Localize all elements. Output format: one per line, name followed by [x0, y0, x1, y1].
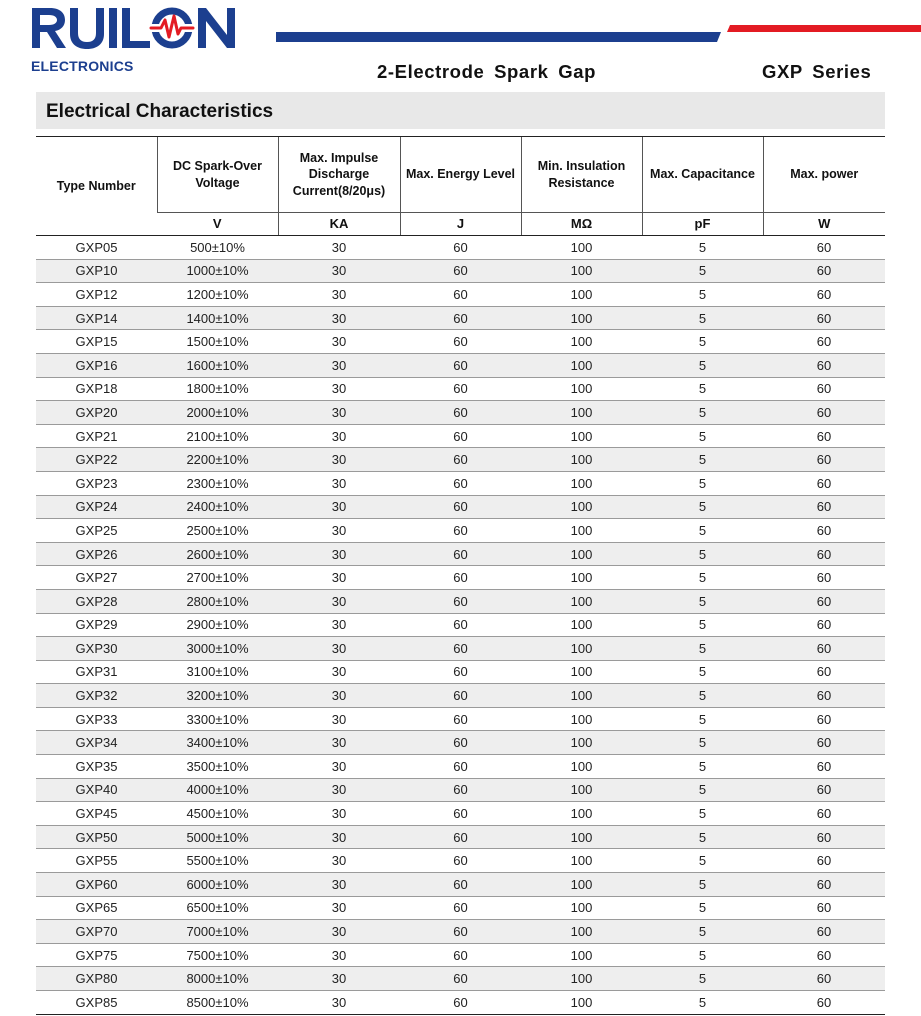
voltage-cell: 4500±10%	[157, 802, 278, 826]
energy-cell: 60	[400, 424, 521, 448]
capacitance-cell: 5	[642, 519, 763, 543]
capacitance-cell: 5	[642, 873, 763, 897]
type-number-cell: GXP20	[36, 401, 157, 425]
current-cell: 30	[278, 825, 400, 849]
power-cell: 60	[763, 825, 885, 849]
power-cell: 60	[763, 684, 885, 708]
energy-cell: 60	[400, 684, 521, 708]
capacitance-cell: 5	[642, 542, 763, 566]
table-row	[36, 943, 885, 967]
power-cell: 60	[763, 353, 885, 377]
energy-cell: 60	[400, 637, 521, 661]
voltage-cell: 3400±10%	[157, 731, 278, 755]
type-number-cell: GXP60	[36, 873, 157, 897]
section-header	[36, 92, 885, 129]
power-cell: 60	[763, 566, 885, 590]
voltage-cell: 8500±10%	[157, 991, 278, 1015]
type-number-cell: GXP70	[36, 920, 157, 944]
current-cell: 30	[278, 613, 400, 637]
current-cell: 30	[278, 637, 400, 661]
type-number-cell: GXP24	[36, 495, 157, 519]
type-number-cell: GXP29	[36, 613, 157, 637]
capacitance-cell: 5	[642, 849, 763, 873]
table-row	[36, 330, 885, 354]
resistance-cell: 100	[521, 943, 642, 967]
capacitance-cell: 5	[642, 660, 763, 684]
table-row	[36, 283, 885, 307]
resistance-cell: 100	[521, 377, 642, 401]
energy-cell: 60	[400, 519, 521, 543]
current-cell: 30	[278, 684, 400, 708]
resistance-cell: 100	[521, 401, 642, 425]
header-stripe	[276, 25, 921, 45]
table-row	[36, 731, 885, 755]
capacitance-cell: 5	[642, 802, 763, 826]
type-number-cell: GXP45	[36, 802, 157, 826]
voltage-cell: 5000±10%	[157, 825, 278, 849]
capacitance-cell: 5	[642, 778, 763, 802]
energy-cell: 60	[400, 943, 521, 967]
capacitance-cell: 5	[642, 424, 763, 448]
resistance-cell: 100	[521, 825, 642, 849]
table-row	[36, 873, 885, 897]
resistance-cell: 100	[521, 849, 642, 873]
capacitance-cell: 5	[642, 330, 763, 354]
voltage-cell: 2900±10%	[157, 613, 278, 637]
power-cell: 60	[763, 377, 885, 401]
energy-cell: 60	[400, 967, 521, 991]
table-header-row	[36, 137, 885, 213]
current-cell: 30	[278, 943, 400, 967]
series-title: GXP Series	[762, 61, 872, 82]
energy-cell: 60	[400, 283, 521, 307]
resistance-cell: 100	[521, 448, 642, 472]
type-number-cell: GXP75	[36, 943, 157, 967]
type-number-cell: GXP31	[36, 660, 157, 684]
capacitance-cell: 5	[642, 684, 763, 708]
type-number-cell: GXP22	[36, 448, 157, 472]
resistance-cell: 100	[521, 707, 642, 731]
column-unit-capacitance: pF	[642, 213, 763, 236]
capacitance-cell: 5	[642, 306, 763, 330]
energy-cell: 60	[400, 542, 521, 566]
current-cell: 30	[278, 849, 400, 873]
company-logo	[30, 6, 255, 74]
current-cell: 30	[278, 896, 400, 920]
capacitance-cell: 5	[642, 566, 763, 590]
voltage-cell: 3500±10%	[157, 755, 278, 779]
table-body	[36, 236, 885, 1015]
voltage-cell: 3000±10%	[157, 637, 278, 661]
type-number-cell: GXP18	[36, 377, 157, 401]
power-cell: 60	[763, 519, 885, 543]
current-cell: 30	[278, 519, 400, 543]
power-cell: 60	[763, 967, 885, 991]
resistance-cell: 100	[521, 778, 642, 802]
table-row	[36, 495, 885, 519]
resistance-cell: 100	[521, 542, 642, 566]
current-cell: 30	[278, 236, 400, 260]
current-cell: 30	[278, 471, 400, 495]
table-row	[36, 566, 885, 590]
type-number-cell: GXP32	[36, 684, 157, 708]
table-row	[36, 967, 885, 991]
current-cell: 30	[278, 991, 400, 1015]
type-number-cell: GXP65	[36, 896, 157, 920]
energy-cell: 60	[400, 589, 521, 613]
power-cell: 60	[763, 613, 885, 637]
energy-cell: 60	[400, 377, 521, 401]
power-cell: 60	[763, 849, 885, 873]
logo-subtitle: ELECTRONICS	[31, 58, 134, 74]
energy-cell: 60	[400, 802, 521, 826]
table-row	[36, 377, 885, 401]
energy-cell: 60	[400, 401, 521, 425]
voltage-cell: 1500±10%	[157, 330, 278, 354]
power-cell: 60	[763, 660, 885, 684]
column-header-power: Max. power	[763, 137, 885, 213]
power-cell: 60	[763, 896, 885, 920]
capacitance-cell: 5	[642, 755, 763, 779]
energy-cell: 60	[400, 306, 521, 330]
type-number-cell: GXP05	[36, 236, 157, 260]
section-title: Electrical Characteristics	[46, 101, 274, 122]
table-row	[36, 448, 885, 472]
table-row	[36, 424, 885, 448]
resistance-cell: 100	[521, 896, 642, 920]
current-cell: 30	[278, 448, 400, 472]
capacitance-cell: 5	[642, 259, 763, 283]
voltage-cell: 1600±10%	[157, 353, 278, 377]
voltage-cell: 8000±10%	[157, 967, 278, 991]
type-number-cell: GXP12	[36, 283, 157, 307]
current-cell: 30	[278, 424, 400, 448]
type-number-cell: GXP15	[36, 330, 157, 354]
column-header-capacitance: Max. Capacitance	[642, 137, 763, 213]
energy-cell: 60	[400, 920, 521, 944]
table-row	[36, 802, 885, 826]
voltage-cell: 2400±10%	[157, 495, 278, 519]
power-cell: 60	[763, 283, 885, 307]
resistance-cell: 100	[521, 566, 642, 590]
table-row	[36, 401, 885, 425]
type-number-cell: GXP50	[36, 825, 157, 849]
type-number-cell: GXP16	[36, 353, 157, 377]
resistance-cell: 100	[521, 755, 642, 779]
table-row	[36, 259, 885, 283]
table-row	[36, 707, 885, 731]
table-row	[36, 637, 885, 661]
power-cell: 60	[763, 920, 885, 944]
column-header-spark-over-voltage: DC Spark-Over Voltage	[157, 137, 278, 213]
resistance-cell: 100	[521, 259, 642, 283]
capacitance-cell: 5	[642, 471, 763, 495]
energy-cell: 60	[400, 849, 521, 873]
current-cell: 30	[278, 873, 400, 897]
power-cell: 60	[763, 306, 885, 330]
power-cell: 60	[763, 236, 885, 260]
energy-cell: 60	[400, 471, 521, 495]
resistance-cell: 100	[521, 283, 642, 307]
energy-cell: 60	[400, 731, 521, 755]
power-cell: 60	[763, 471, 885, 495]
resistance-cell: 100	[521, 519, 642, 543]
voltage-cell: 3200±10%	[157, 684, 278, 708]
type-number-cell: GXP85	[36, 991, 157, 1015]
table-row	[36, 991, 885, 1015]
resistance-cell: 100	[521, 613, 642, 637]
table-row	[36, 471, 885, 495]
type-number-cell: GXP55	[36, 849, 157, 873]
current-cell: 30	[278, 542, 400, 566]
voltage-cell: 2100±10%	[157, 424, 278, 448]
voltage-cell: 2800±10%	[157, 589, 278, 613]
energy-cell: 60	[400, 566, 521, 590]
resistance-cell: 100	[521, 637, 642, 661]
power-cell: 60	[763, 495, 885, 519]
type-number-cell: GXP30	[36, 637, 157, 661]
type-number-cell: GXP40	[36, 778, 157, 802]
capacitance-cell: 5	[642, 401, 763, 425]
capacitance-cell: 5	[642, 943, 763, 967]
capacitance-cell: 5	[642, 920, 763, 944]
energy-cell: 60	[400, 236, 521, 260]
type-number-cell: GXP21	[36, 424, 157, 448]
table-row	[36, 660, 885, 684]
column-unit-voltage: V	[157, 213, 278, 236]
power-cell: 60	[763, 802, 885, 826]
energy-cell: 60	[400, 991, 521, 1015]
resistance-cell: 100	[521, 873, 642, 897]
power-cell: 60	[763, 330, 885, 354]
capacitance-cell: 5	[642, 613, 763, 637]
energy-cell: 60	[400, 707, 521, 731]
table-row	[36, 236, 885, 260]
voltage-cell: 500±10%	[157, 236, 278, 260]
voltage-cell: 2200±10%	[157, 448, 278, 472]
table-row	[36, 825, 885, 849]
power-cell: 60	[763, 637, 885, 661]
table-row	[36, 755, 885, 779]
power-cell: 60	[763, 707, 885, 731]
voltage-cell: 7000±10%	[157, 920, 278, 944]
column-unit-energy: J	[400, 213, 521, 236]
resistance-cell: 100	[521, 424, 642, 448]
capacitance-cell: 5	[642, 236, 763, 260]
table-row	[36, 306, 885, 330]
current-cell: 30	[278, 707, 400, 731]
current-cell: 30	[278, 967, 400, 991]
table-row	[36, 778, 885, 802]
energy-cell: 60	[400, 660, 521, 684]
capacitance-cell: 5	[642, 825, 763, 849]
voltage-cell: 2300±10%	[157, 471, 278, 495]
resistance-cell: 100	[521, 471, 642, 495]
energy-cell: 60	[400, 896, 521, 920]
power-cell: 60	[763, 943, 885, 967]
capacitance-cell: 5	[642, 448, 763, 472]
column-unit-current: KA	[278, 213, 400, 236]
ruilon-wordmark-logo	[30, 6, 255, 50]
capacitance-cell: 5	[642, 495, 763, 519]
table-row	[36, 849, 885, 873]
current-cell: 30	[278, 401, 400, 425]
voltage-cell: 1200±10%	[157, 283, 278, 307]
power-cell: 60	[763, 778, 885, 802]
capacitance-cell: 5	[642, 896, 763, 920]
type-number-cell: GXP35	[36, 755, 157, 779]
table-row	[36, 613, 885, 637]
table-row	[36, 896, 885, 920]
energy-cell: 60	[400, 825, 521, 849]
energy-cell: 60	[400, 448, 521, 472]
table-row	[36, 353, 885, 377]
current-cell: 30	[278, 353, 400, 377]
current-cell: 30	[278, 778, 400, 802]
capacitance-cell: 5	[642, 967, 763, 991]
voltage-cell: 1800±10%	[157, 377, 278, 401]
power-cell: 60	[763, 401, 885, 425]
column-header-impulse-current: Max. Impulse Discharge Current(8/20μs)	[278, 137, 400, 213]
voltage-cell: 3300±10%	[157, 707, 278, 731]
type-number-cell: GXP28	[36, 589, 157, 613]
voltage-cell: 5500±10%	[157, 849, 278, 873]
energy-cell: 60	[400, 353, 521, 377]
voltage-cell: 1000±10%	[157, 259, 278, 283]
power-cell: 60	[763, 731, 885, 755]
type-number-cell: GXP27	[36, 566, 157, 590]
current-cell: 30	[278, 306, 400, 330]
type-number-cell: GXP23	[36, 471, 157, 495]
type-number-cell: GXP34	[36, 731, 157, 755]
energy-cell: 60	[400, 755, 521, 779]
resistance-cell: 100	[521, 660, 642, 684]
current-cell: 30	[278, 731, 400, 755]
current-cell: 30	[278, 377, 400, 401]
resistance-cell: 100	[521, 731, 642, 755]
capacitance-cell: 5	[642, 991, 763, 1015]
capacitance-cell: 5	[642, 283, 763, 307]
current-cell: 30	[278, 283, 400, 307]
voltage-cell: 6500±10%	[157, 896, 278, 920]
energy-cell: 60	[400, 495, 521, 519]
type-number-cell: GXP14	[36, 306, 157, 330]
table-unit-row	[36, 213, 885, 236]
energy-cell: 60	[400, 330, 521, 354]
column-header-type-number: Type Number	[36, 137, 157, 236]
current-cell: 30	[278, 920, 400, 944]
column-unit-power: W	[763, 213, 885, 236]
current-cell: 30	[278, 660, 400, 684]
resistance-cell: 100	[521, 495, 642, 519]
resistance-cell: 100	[521, 967, 642, 991]
voltage-cell: 6000±10%	[157, 873, 278, 897]
resistance-cell: 100	[521, 330, 642, 354]
voltage-cell: 2500±10%	[157, 519, 278, 543]
type-number-cell: GXP26	[36, 542, 157, 566]
current-cell: 30	[278, 259, 400, 283]
table-row	[36, 589, 885, 613]
current-cell: 30	[278, 495, 400, 519]
voltage-cell: 2700±10%	[157, 566, 278, 590]
voltage-cell: 2600±10%	[157, 542, 278, 566]
table-row	[36, 920, 885, 944]
energy-cell: 60	[400, 259, 521, 283]
type-number-cell: GXP80	[36, 967, 157, 991]
document-title: 2-Electrode Spark Gap	[377, 61, 597, 82]
table-row	[36, 542, 885, 566]
voltage-cell: 7500±10%	[157, 943, 278, 967]
energy-cell: 60	[400, 613, 521, 637]
capacitance-cell: 5	[642, 707, 763, 731]
electrical-characteristics-table	[36, 136, 885, 1015]
voltage-cell: 1400±10%	[157, 306, 278, 330]
type-number-cell: GXP10	[36, 259, 157, 283]
resistance-cell: 100	[521, 236, 642, 260]
current-cell: 30	[278, 566, 400, 590]
power-cell: 60	[763, 873, 885, 897]
voltage-cell: 3100±10%	[157, 660, 278, 684]
type-number-cell: GXP33	[36, 707, 157, 731]
current-cell: 30	[278, 589, 400, 613]
resistance-cell: 100	[521, 684, 642, 708]
column-header-energy-level: Max. Energy Level	[400, 137, 521, 213]
current-cell: 30	[278, 330, 400, 354]
power-cell: 60	[763, 424, 885, 448]
type-number-cell: GXP25	[36, 519, 157, 543]
capacitance-cell: 5	[642, 731, 763, 755]
resistance-cell: 100	[521, 802, 642, 826]
capacitance-cell: 5	[642, 637, 763, 661]
resistance-cell: 100	[521, 589, 642, 613]
power-cell: 60	[763, 589, 885, 613]
column-unit-resistance: MΩ	[521, 213, 642, 236]
resistance-cell: 100	[521, 306, 642, 330]
capacitance-cell: 5	[642, 377, 763, 401]
power-cell: 60	[763, 542, 885, 566]
current-cell: 30	[278, 755, 400, 779]
power-cell: 60	[763, 448, 885, 472]
table-row	[36, 519, 885, 543]
capacitance-cell: 5	[642, 353, 763, 377]
energy-cell: 60	[400, 778, 521, 802]
voltage-cell: 4000±10%	[157, 778, 278, 802]
energy-cell: 60	[400, 873, 521, 897]
power-cell: 60	[763, 755, 885, 779]
resistance-cell: 100	[521, 991, 642, 1015]
resistance-cell: 100	[521, 353, 642, 377]
power-cell: 60	[763, 991, 885, 1015]
current-cell: 30	[278, 802, 400, 826]
power-cell: 60	[763, 259, 885, 283]
column-header-insulation-resistance: Min. Insulation Resistance	[521, 137, 642, 213]
voltage-cell: 2000±10%	[157, 401, 278, 425]
resistance-cell: 100	[521, 920, 642, 944]
table-row	[36, 684, 885, 708]
capacitance-cell: 5	[642, 589, 763, 613]
